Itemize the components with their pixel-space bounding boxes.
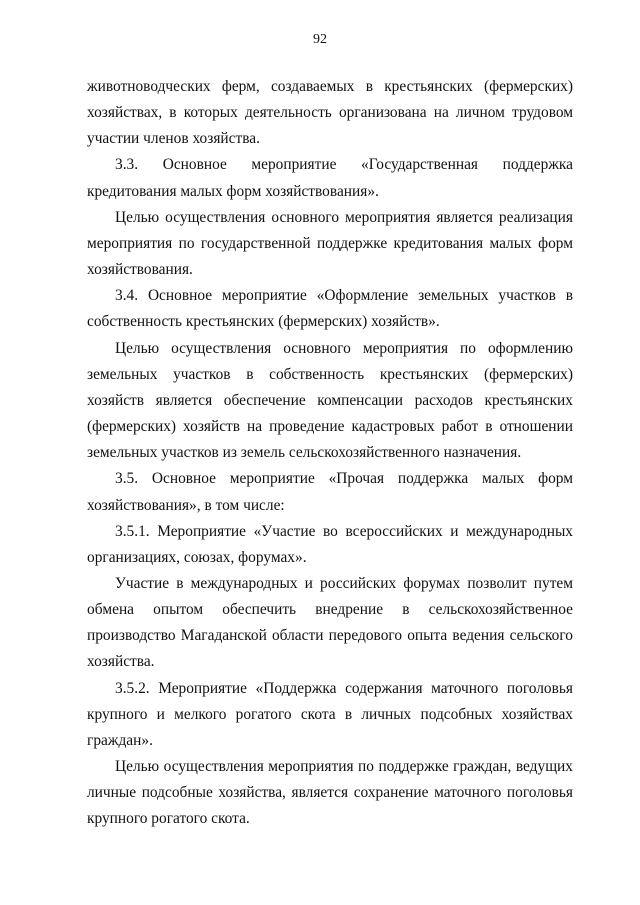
paragraph-3-4-heading: 3.4. Основное мероприятие «Оформление земельных участков в собственность крестьянских (фермерских) хозяйств». — [87, 287, 573, 331]
paragraph-3-5-2-heading: 3.5.2. Мероприятие «Поддержка содержания маточного поголовья крупного и мелкого рогатого скота в личных подсобных хозяйствах граждан». — [87, 679, 573, 749]
paragraph-3-3-heading: 3.3. Основное мероприятие «Государственная поддержка кредитования малых форм хозяйствования». — [87, 156, 573, 200]
page-number: 92 — [313, 32, 327, 47]
paragraph-3-5-1-goal: Участие в международных и российских форумах позволит путем обмена опытом обеспечить внедрение в сельскохозяйственное производство Магаданской области передового опыта ведения сельского хозяйства. — [87, 574, 573, 671]
document-body — [87, 74, 573, 833]
paragraph-3-3-goal: Целью осуществления основного мероприятия является реализация мероприятия по государственной поддержке кредитования малых форм хозяйствования. — [87, 208, 573, 279]
paragraph-3-5-1-heading: 3.5.1. Мероприятие «Участие во всероссийских и международных организациях, союзах, форумах». — [87, 522, 573, 566]
paragraph-continuation: животноводческих ферм, создаваемых в крестьянских (фермерских) хозяйствах, в которых деятельность организована на личном трудовом участии членов хозяйства. — [87, 78, 573, 148]
paragraph-3-5-2-goal: Целью осуществления мероприятия по поддержке граждан, ведущих личные подсобные хозяйства, является сохранение маточного поголовья крупного рогатого скота. — [87, 758, 573, 828]
paragraph-3-4-goal: Целью осуществления основного мероприятия по оформлению земельных участков в собственность крестьянских (фермерских) хозяйств является обеспечение компенсации расходов крестьянских (фермерских) хозяйств на проведение кадастровых работ в отношении земельных участков из земель сельскохозяйственного назначения. — [87, 339, 573, 462]
paragraph-3-5-heading: 3.5. Основное мероприятие «Прочая поддержка малых форм хозяйствования», в том числе: — [87, 470, 573, 514]
